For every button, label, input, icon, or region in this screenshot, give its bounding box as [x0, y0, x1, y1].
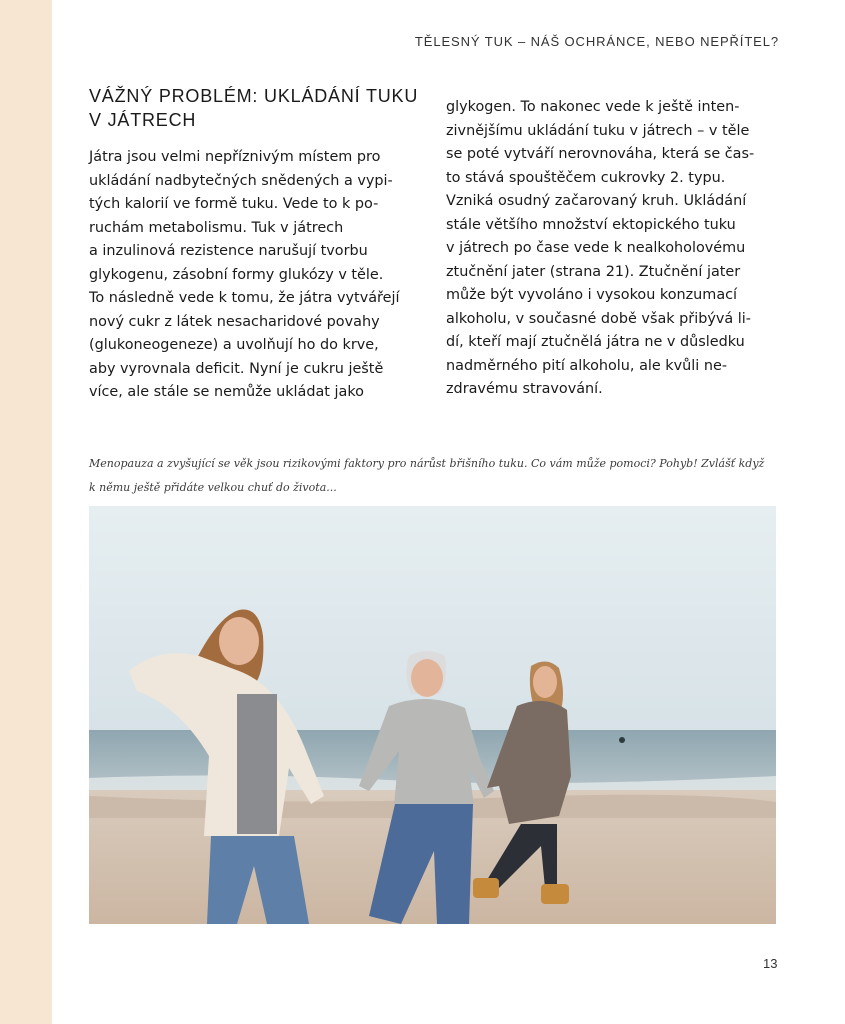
page-number: 13 — [763, 956, 778, 971]
body-column-left — [89, 146, 429, 405]
distant-kite-surfer — [619, 737, 625, 743]
body-line: glykogen. To nakonec vede k ještě inten- — [446, 99, 740, 115]
body-line: ukládání nadbytečných snědených a vypi- — [89, 172, 393, 189]
body-line: v játrech po čase vede k nealkoholovému — [446, 240, 746, 256]
body-line: to stává spouštěčem cukrovky 2. typu. — [446, 169, 726, 186]
body-line: To následně vede k tomu, že játra vytvářejí — [89, 290, 400, 306]
body-line: se poté vytváří nerovnováha, která se čas- — [446, 146, 755, 162]
heading-line: VÁŽNÝ PROBLÉM: UKLÁDÁNÍ TUKU — [89, 86, 419, 106]
running-head: TĚLESNÝ TUK – NÁŠ OCHRÁNCE, NEBO NEPŘÍTEL? — [414, 34, 779, 49]
body-line: (glukoneogeneze) a uvolňují ho do krve, — [89, 337, 379, 353]
body-line: alkoholu, v současné době však přibývá li- — [446, 310, 751, 327]
caption-line: Menopauza a zvyšující se věk jsou rizikovými faktory pro nárůst břišního tuku. Co vám může pomoci? Pohyb! Zvlášť když — [89, 457, 765, 470]
body-line: nový cukr z látek nesacharidové povahy — [89, 313, 380, 330]
body-line: Vzniká osudný začarovaný kruh. Ukládání — [446, 193, 747, 209]
body-line: stále většího množství ektopického tuku — [446, 216, 736, 233]
body-line: dí, kteří mají ztučnělá játra ne v důsledku — [446, 334, 745, 350]
photo-caption — [89, 452, 789, 500]
body-line: více, ale stále se nemůže ukládat jako — [89, 384, 364, 400]
section-heading — [89, 84, 429, 132]
beach-photo — [89, 506, 776, 924]
body-line: Játra jsou velmi nepříznivým místem pro — [89, 149, 381, 165]
body-line: ztučnění jater (strana 21). Ztučnění jater — [446, 263, 741, 280]
page-margin-strip — [0, 0, 52, 1024]
body-line: může být vyvoláno i vysokou konzumací — [446, 287, 738, 303]
heading-line: V JÁTRECH — [89, 110, 197, 130]
body-line: zivnějšímu ukládání tuku v játrech – v těle — [446, 122, 750, 139]
body-column-right — [446, 96, 786, 402]
body-line: nadměrného pití alkoholu, ale kvůli ne- — [446, 357, 728, 374]
body-line: glykogenu, zásobní formy glukózy v těle. — [89, 266, 384, 283]
body-line: zdravému stravování. — [446, 381, 603, 397]
body-line: aby vyrovnala deficit. Nyní je cukru ještě — [89, 360, 384, 377]
caption-line: k němu ještě přidáte velkou chuť do života... — [89, 481, 337, 494]
beach-photo-illustration — [89, 506, 776, 924]
body-line: a inzulinová rezistence narušují tvorbu — [89, 243, 368, 259]
body-line: tých kalorií ve formě tuku. Vede to k po- — [89, 196, 379, 212]
body-line: ruchám metabolismu. Tuk v játrech — [89, 219, 344, 236]
